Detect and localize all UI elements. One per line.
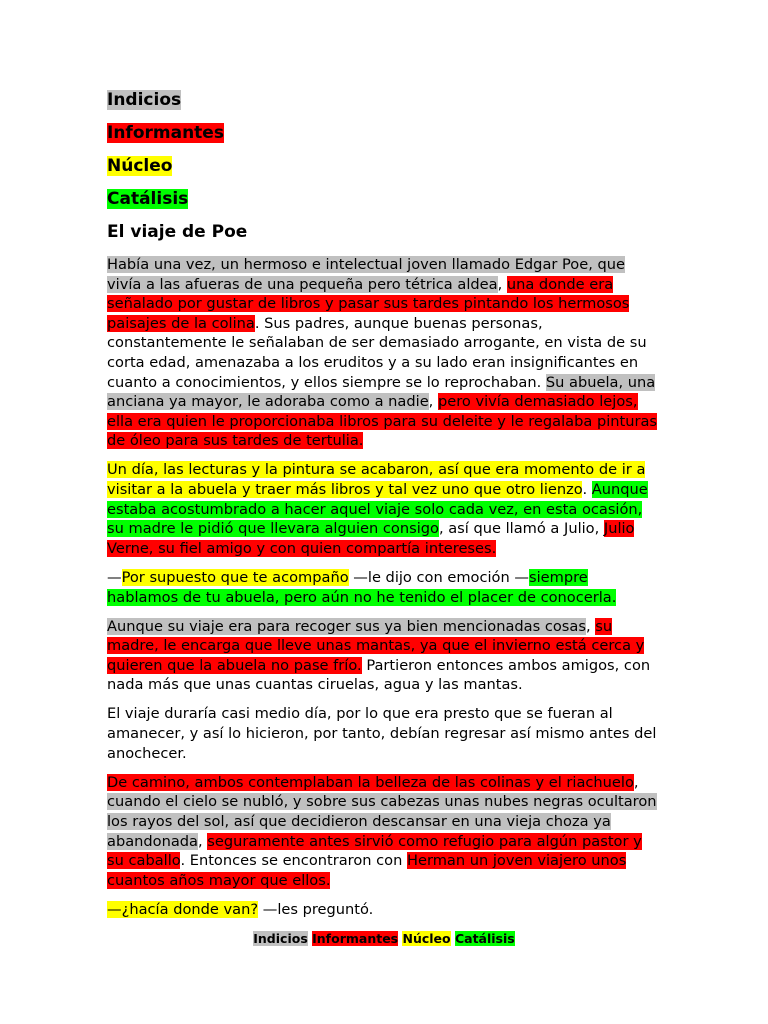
text-segment: . Entonces se encontraron con xyxy=(180,852,407,870)
highlighted-text-segment: Un día, las lecturas y la pintura se acabaron, así que era momento de ir a visitar a la abuela y traer más libros y tal vez uno que otro lienzo xyxy=(107,461,646,499)
text-segment: , xyxy=(428,393,438,411)
highlighted-text-segment: su madre, le encarga que lleve unas mantas, ya que el invierno está cerca y quieren que la abuela no pase frío. xyxy=(107,617,645,674)
color-legend xyxy=(0,930,768,947)
legend-nucleo: Núcleo xyxy=(402,931,451,946)
highlighted-text-segment: Había una vez, un hermoso e intelectual joven llamado Edgar Poe, que vivía a las afueras de una pequeña pero tétrica aldea xyxy=(107,256,625,293)
story-paragraph xyxy=(107,255,663,451)
text-segment: . Sus padres, aunque buenas personas, constantemente le señalaban de ser demasiado arrogante, en vista de su corta edad, amenazaba a los eruditos y a su lado eran insignificantes en cuanto a conocimientos, y ellos siempre se lo reprochaban. xyxy=(107,314,647,391)
legend-informantes: Informantes xyxy=(312,931,399,946)
text-segment: —les preguntó. xyxy=(258,900,374,918)
text-segment: , xyxy=(585,617,596,635)
document-content xyxy=(107,89,663,929)
story-paragraph xyxy=(107,900,663,920)
highlighted-text-segment: Julio Verne, su fiel amigo y con quien compartía intereses. xyxy=(107,520,635,557)
text-segment: , xyxy=(633,773,639,791)
story-body xyxy=(107,255,663,919)
highlighted-text-segment: Aunque su viaje era para recoger sus ya bien mencionadas cosas xyxy=(107,617,586,635)
highlighted-text-segment: Herman un joven viajero unos cuantos años mayor que ellos. xyxy=(107,852,627,889)
highlighted-text-segment: una donde era señalado por gustar de libros y pasar sus tardes pintando los hermosos paisajes de la colina xyxy=(107,275,630,332)
heading-indicios-label: Indicios xyxy=(107,90,182,110)
heading-nucleo-label: Núcleo xyxy=(107,156,173,176)
highlighted-text-segment: De camino, ambos contemplaban la belleza de las colinas y el riachuelo xyxy=(107,773,634,791)
highlighted-text-segment: cuando el cielo se nubló, y sobre sus cabezas unas nubes negras ocultaron los rayos del sol, así que decidieron descansar en una vieja choza ya abandonada xyxy=(107,793,657,850)
story-paragraph xyxy=(107,617,663,695)
heading-catalisis-label: Catálisis xyxy=(107,189,189,209)
story-paragraph xyxy=(107,773,663,891)
heading-informantes xyxy=(107,122,663,145)
highlighted-text-segment: Su abuela, una anciana ya mayor, le adoraba como a nadie xyxy=(107,373,656,411)
text-segment: . xyxy=(582,481,592,499)
legend-indicios: Indicios xyxy=(253,931,308,946)
highlighted-text-segment: Por supuesto que te acompaño xyxy=(121,568,349,586)
legend-catalisis: Catálisis xyxy=(454,931,515,946)
text-segment: , así que llamó a Julio, xyxy=(438,520,604,538)
story-paragraph xyxy=(107,704,663,763)
text-segment: —le dijo con emoción — xyxy=(348,568,529,586)
highlighted-text-segment: seguramente antes sirvió como refugio para algún pastor y su caballo xyxy=(107,832,642,870)
highlighted-text-segment: Aunque estaba acostumbrado a hacer aquel viaje solo cada vez, en esta ocasión, su madre le pidió que llevara alguien consigo xyxy=(107,481,648,538)
story-paragraph xyxy=(107,568,663,607)
text-segment: Partieron entonces ambos amigos, con nada más que unas cuantas ciruelas, agua y las mantas. xyxy=(107,656,651,694)
heading-informantes-label: Informantes xyxy=(107,123,224,143)
highlighted-text-segment: —¿hacía donde van? xyxy=(107,900,259,918)
heading-indicios xyxy=(107,89,663,112)
text-segment: El viaje duraría casi medio día, por lo que era presto que se fueran al amanecer, y así lo hicieron, por tanto, debían regresar así mismo antes del anochecer. xyxy=(107,705,657,762)
text-segment: , xyxy=(198,832,208,850)
highlighted-text-segment: siempre hablamos de tu abuela, pero aún no he tenido el placer de conocerla. xyxy=(107,568,617,606)
heading-catalisis xyxy=(107,188,663,211)
heading-nucleo xyxy=(107,155,663,178)
story-paragraph xyxy=(107,460,663,558)
text-segment: — xyxy=(107,568,122,586)
text-segment: , xyxy=(497,275,507,293)
story-title: El viaje de Poe xyxy=(107,222,248,242)
highlighted-text-segment: pero vivía demasiado lejos, ella era quien le proporcionaba libros para su deleite y le regalaba pinturas de óleo para sus tardes de tertulia. xyxy=(107,393,658,450)
